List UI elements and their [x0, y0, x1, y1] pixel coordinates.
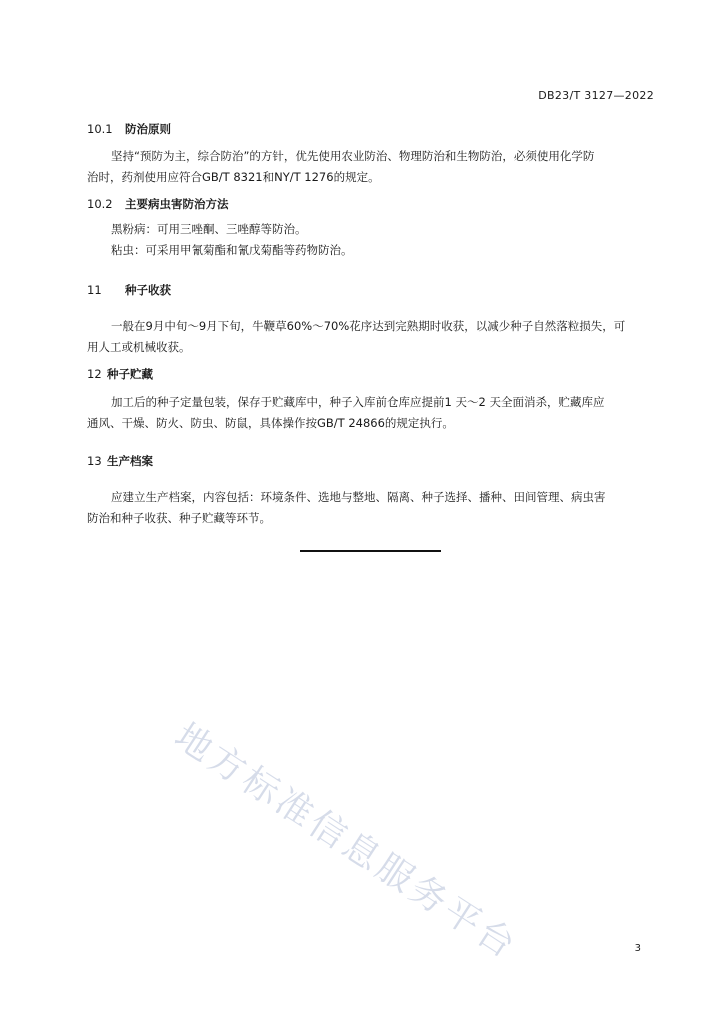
- paragraph-12: [87, 392, 657, 434]
- section-number: 13: [87, 454, 102, 468]
- section-title: 种子收获: [125, 283, 171, 297]
- section-number: 11: [87, 283, 102, 297]
- paragraph-line: 应建立生产档案，内容包括：环境条件、选地与整地、隔离、种子选择、播种、田间管理、病虫害: [111, 490, 606, 504]
- section-heading-11: [87, 282, 171, 298]
- section-number: 10.2: [87, 197, 113, 211]
- standard-code: DB23/T 3127—2022: [538, 89, 654, 102]
- section-heading-12: [87, 366, 153, 382]
- paragraph-13: [87, 487, 657, 529]
- section-number: 12: [87, 367, 102, 381]
- end-rule: [300, 550, 441, 552]
- paragraph-11: [87, 316, 657, 358]
- paragraph-line: 治时，药剂使用应符合GB/T 8321和NY/T 1276的规定。: [87, 170, 380, 184]
- paragraph-10-1: [87, 146, 657, 188]
- paragraph-line: 用人工或机械收获。: [87, 340, 191, 354]
- section-title: 主要病虫害防治方法: [125, 197, 229, 211]
- section-title: 防治原则: [125, 122, 171, 136]
- paragraph-line: 通风、干燥、防火、防虫、防鼠，具体操作按GB/T 24866的规定执行。: [87, 416, 454, 430]
- section-title: 生产档案: [107, 454, 153, 468]
- paragraph-line: 黑粉病：可用三唑酮、三唑醇等防治。: [111, 222, 307, 236]
- section-heading-13: [87, 453, 153, 469]
- page-number: 3: [634, 943, 641, 954]
- paragraph-line: 防治和种子收获、种子贮藏等环节。: [87, 511, 271, 525]
- section-title: 种子贮藏: [107, 367, 153, 381]
- paragraph-line: 坚持“预防为主，综合防治”的方针，优先使用农业防治、物理防治和生物防治，必须使用化学防: [111, 149, 595, 163]
- section-number: 10.1: [87, 122, 113, 136]
- paragraph-10-2: [87, 219, 657, 261]
- paragraph-line: 粘虫：可采用甲氰菊酯和氰戊菊酯等药物防治。: [111, 243, 353, 257]
- watermark: 地方标准信息服务平台: [167, 715, 526, 969]
- section-heading-10-2: [87, 196, 229, 212]
- paragraph-line: 加工后的种子定量包装，保存于贮藏库中，种子入库前仓库应提前1 天～2 天全面消杀，贮藏库应: [111, 395, 605, 409]
- section-heading-10-1: [87, 121, 171, 137]
- paragraph-line: 一般在9月中旬～9月下旬，牛鞭草60%～70%花序达到完熟期时收获，以减少种子自然落粒损失，可: [111, 319, 626, 333]
